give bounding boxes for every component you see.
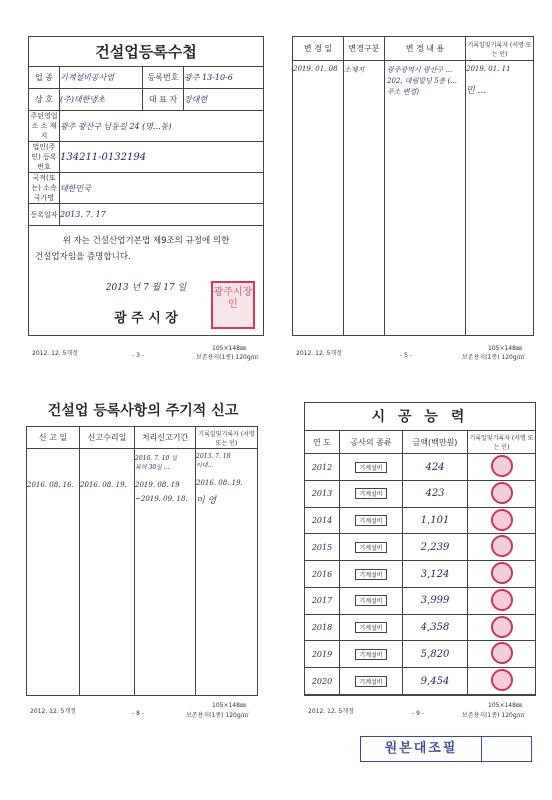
cell-year: 2018 <box>305 614 340 641</box>
period-line-3: 2019. 08. 19 <box>135 481 180 489</box>
header-kind: 공사의 종류 <box>340 430 403 454</box>
cell-amount: 4,358 <box>403 614 468 641</box>
period-line-2: 복허 30일 ... <box>135 464 170 471</box>
cell-recorder-seal <box>468 641 536 668</box>
red-seal-icon <box>491 482 513 504</box>
cell-kind <box>340 481 403 508</box>
label-corp-no: 법인(주민) 등록번호 <box>29 142 60 173</box>
value-address: 광주 광산구 남동길 24 (명...동) <box>60 111 264 142</box>
red-seal-icon <box>491 616 513 638</box>
period-line-4: ~2019. 09. 18. <box>135 495 188 503</box>
value-ceo: 장대현 <box>184 89 264 111</box>
cell-kind <box>340 587 403 614</box>
cell-kind <box>340 454 403 481</box>
row-change-type <box>344 61 385 336</box>
certify-line-2: 건설업자임을 증명합니다. <box>35 252 131 262</box>
cell-kind <box>340 614 403 641</box>
kind-badge: 기계설비 <box>355 542 386 553</box>
registration-form <box>28 36 264 336</box>
cell-kind <box>340 534 403 561</box>
table-row <box>305 507 536 534</box>
red-seal-icon <box>491 509 513 531</box>
footer-page-number: - 9 - <box>412 710 424 717</box>
header-recorder: 기록일및기록자 (서명 또는 인) <box>466 37 534 61</box>
footer-revision: 2012. 12. 5개정 <box>32 350 78 357</box>
cell-kind <box>340 561 403 588</box>
cell-year: 2012 <box>305 454 340 481</box>
cell-amount: 9,454 <box>403 668 468 695</box>
header-accept-date: 신고수리일 <box>80 427 135 449</box>
page-8 <box>0 390 276 730</box>
footer-paper: 보존용지(1종) 120g/㎡ <box>462 712 525 719</box>
issuer-name: 광 주 시 장 <box>114 311 178 326</box>
page-title: 건설업등록수첩 <box>29 37 264 67</box>
cell-kind <box>340 641 403 668</box>
table-row <box>305 587 536 614</box>
table-row <box>305 534 536 561</box>
recorder-line-1: 2013. 7. 18 <box>196 453 231 460</box>
certify-line-1: 위 자는 건설산업기본법 제9조의 규정에 의한 <box>62 236 230 246</box>
kind-badge: 기계설비 <box>355 676 386 687</box>
footer-revision: 2012. 12. 5개정 <box>30 708 76 715</box>
kind-badge: 기계설비 <box>355 515 386 526</box>
accept-date-text: 2016. 08. 19. <box>80 481 127 489</box>
label-address: 주된영업소 소 재 지 <box>30 112 58 140</box>
header-recorder: 기록일및기록자 (서명 또는 인) <box>468 430 536 454</box>
kind-badge: 기계설비 <box>355 488 386 499</box>
row-change-content <box>385 61 466 336</box>
footer-size: 105×148㎜ <box>212 702 246 709</box>
certify-cell <box>29 226 264 336</box>
cell-amount: 3,999 <box>403 587 468 614</box>
change-record-table <box>292 36 534 336</box>
cell-year: 2015 <box>305 534 340 561</box>
footer-paper: 보존용지(1종) 120g/㎡ <box>196 354 259 361</box>
cell-year: 2013 <box>305 481 340 508</box>
red-seal-icon <box>491 669 513 691</box>
kind-badge: 기계설비 <box>355 569 386 580</box>
footer-page-number: - 5 - <box>400 352 412 359</box>
table-row <box>305 481 536 508</box>
footer-page-number: - 8 - <box>132 710 144 717</box>
header-change-content: 변 경 내 용 <box>385 37 466 61</box>
header-year: 연 도 <box>305 430 340 454</box>
cell-amount: 424 <box>403 454 468 481</box>
footer-size: 105×148㎜ <box>488 702 522 709</box>
footer-revision: 2012. 12. 5개정 <box>308 708 354 715</box>
page-9 <box>276 390 552 730</box>
table-row <box>305 668 536 695</box>
page-5 <box>276 0 552 380</box>
cell-recorder <box>196 449 258 696</box>
value-trade-name: (주)대한냉초 <box>60 89 143 111</box>
table-row <box>305 641 536 668</box>
label-reg-date: 등록일자 <box>29 204 60 226</box>
recorder-line-3: 2016. 08. 19. <box>196 479 243 487</box>
kind-badge: 기계설비 <box>355 649 386 660</box>
value-reg-no: 광주 13-10-6 <box>184 67 264 89</box>
header-amount: 금액(백만원) <box>403 430 468 454</box>
page-title: 시 공 능 력 <box>305 403 536 431</box>
report-date-text: 2016. 08. 16. <box>27 481 74 489</box>
cell-year: 2014 <box>305 507 340 534</box>
red-seal-icon <box>491 455 513 477</box>
recorder-date-text: 2019. 01. 11 <box>466 65 511 73</box>
value-business-type: 기계설비공사업 <box>60 67 143 89</box>
footer-size: 105×148㎜ <box>488 345 522 352</box>
change-date-text: 2019. 01. 08 <box>293 65 338 73</box>
cell-amount: 5,820 <box>403 641 468 668</box>
cell-year: 2017 <box>305 587 340 614</box>
original-copy-sign-box <box>482 737 531 761</box>
periodic-report-table <box>26 426 258 696</box>
recorder-line-2: 이대... <box>196 462 214 469</box>
red-seal-icon <box>491 642 513 664</box>
cell-amount: 2,239 <box>403 534 468 561</box>
row-change-date <box>293 61 344 336</box>
change-type-text: 소재지 <box>344 66 365 74</box>
recorder-signature: 이 영 <box>196 496 217 506</box>
footer-page-number: - 3 - <box>132 352 144 359</box>
cell-accept-date <box>80 449 135 696</box>
header-change-type: 변경구분 <box>344 37 385 61</box>
value-nationality: 대한민국 <box>60 173 264 204</box>
cell-amount: 3,124 <box>403 561 468 588</box>
cell-recorder-seal <box>468 561 536 588</box>
original-copy-stamp <box>360 736 532 762</box>
recorder-signature: 민 ... <box>466 86 487 96</box>
official-seal: 광주시장인 <box>211 281 255 329</box>
cell-kind <box>340 668 403 695</box>
kind-badge: 기계설비 <box>355 595 386 606</box>
issue-date: 2013 년 7 월 17 일 <box>105 283 187 293</box>
change-content-text: 광주광역시 광산구 ... 202, 대림빌딩 5층 (... 주소 변경) <box>387 66 457 96</box>
cell-kind <box>340 507 403 534</box>
cell-year: 2020 <box>305 668 340 695</box>
page-3 <box>0 0 276 380</box>
label-ceo: 대 표 자 <box>143 89 184 111</box>
red-seal-icon <box>491 562 513 584</box>
cell-year: 2019 <box>305 641 340 668</box>
header-change-date: 변 경 일 <box>293 37 344 61</box>
table-row <box>305 614 536 641</box>
table-row <box>305 561 536 588</box>
footer-revision: 2012. 12. 5개정 <box>296 350 342 357</box>
cell-period <box>135 449 196 696</box>
cell-report-date <box>27 449 80 696</box>
cell-recorder-seal <box>468 668 536 695</box>
kind-badge: 기계설비 <box>355 462 386 473</box>
original-copy-label: 원본대조필 <box>361 737 482 761</box>
label-business-type: 업 종 <box>29 67 60 89</box>
red-seal-icon <box>491 589 513 611</box>
period-line-1: 2016. 7. 10 일 <box>135 455 178 462</box>
header-recorder: 기록일및기록자 (서명 또는 인) <box>196 427 258 449</box>
header-period: 처리신고기간 <box>135 427 196 449</box>
construction-capacity-table <box>304 402 536 696</box>
cell-amount: 423 <box>403 481 468 508</box>
red-seal-icon <box>491 535 513 557</box>
footer-paper: 보존용지(1종) 120g/㎡ <box>186 712 249 719</box>
kind-badge: 기계설비 <box>355 622 386 633</box>
label-reg-no: 등록번호 <box>143 67 184 89</box>
page-title: 건설업 등록사항의 주기적 신고 <box>47 403 239 419</box>
cell-recorder-seal <box>468 454 536 481</box>
label-trade-name: 상 호 <box>29 89 60 111</box>
capacity-rows <box>305 454 536 695</box>
header-report-date: 신 고 일 <box>27 427 80 449</box>
value-corp-no: 134211-0132194 <box>60 142 264 173</box>
footer-size: 105×148㎜ <box>212 345 246 352</box>
table-row <box>305 454 536 481</box>
row-recorder <box>466 61 534 336</box>
label-nationality: 국적(또는) 소속국가명 <box>29 173 60 204</box>
value-reg-date: 2013. 7. 17 <box>60 204 264 226</box>
cell-recorder-seal <box>468 587 536 614</box>
cell-amount: 1,101 <box>403 507 468 534</box>
cell-year: 2016 <box>305 561 340 588</box>
cell-recorder-seal <box>468 481 536 508</box>
footer-paper: 보존용지(1종) 120g/㎡ <box>462 354 525 361</box>
cell-recorder-seal <box>468 534 536 561</box>
cell-recorder-seal <box>468 614 536 641</box>
cell-recorder-seal <box>468 507 536 534</box>
